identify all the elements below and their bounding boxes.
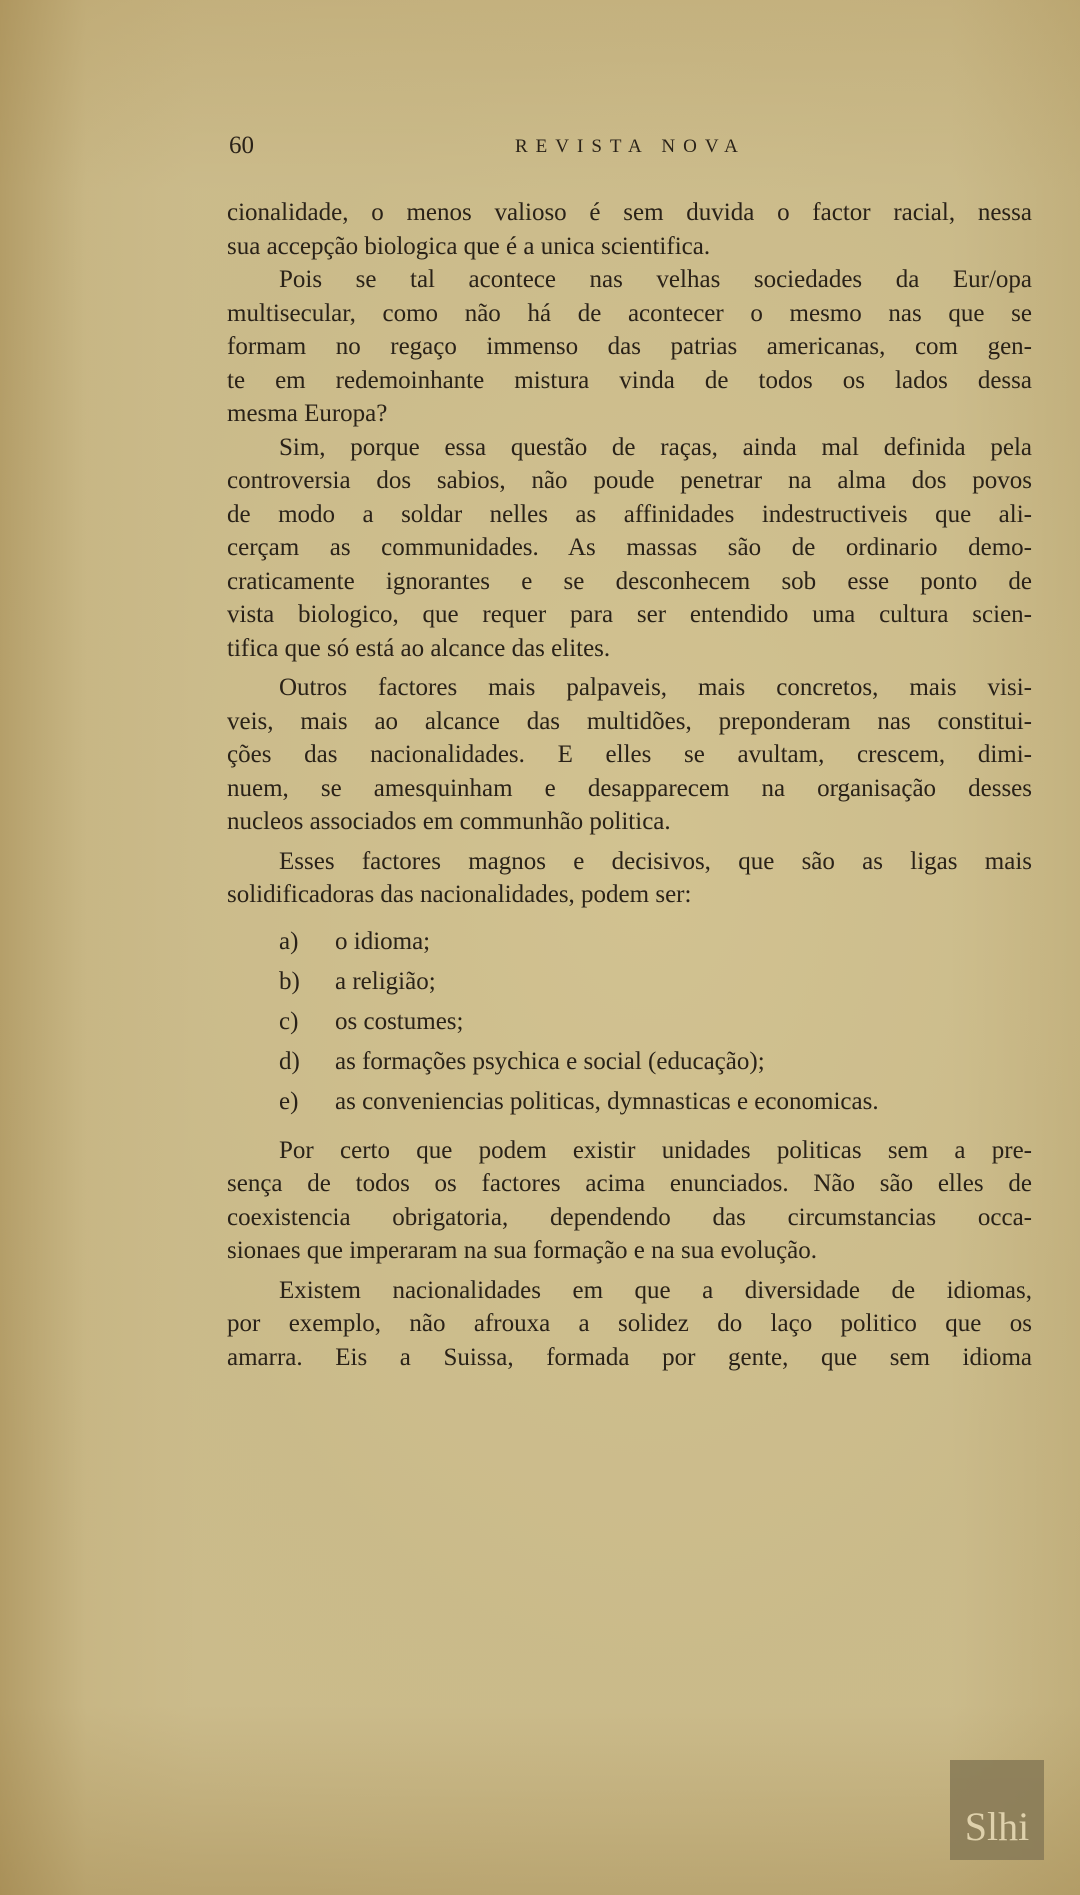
text-line: sua accepção biologica que é a unica scientifica. <box>227 232 711 260</box>
text-line: Existem nacionalidades em que a diversidade de idiomas, <box>279 1276 1032 1304</box>
text-line: por exemplo, não afrouxa a solidez do laço politico que os <box>227 1310 1032 1337</box>
list-item <box>227 922 1032 962</box>
text-line: sionaes que imperaram na sua formação e na sua evolução. <box>227 1237 818 1264</box>
list-marker: b) <box>279 967 300 995</box>
body-text <box>227 196 1032 1374</box>
page-number: 60 <box>229 132 254 159</box>
paragraph-2 <box>227 263 1032 431</box>
list-item-text: a religião; <box>335 967 436 995</box>
text-line: solidificadoras das nacionalidades, podem ser: <box>227 881 692 908</box>
library-watermark-logo <box>950 1760 1044 1860</box>
text-line: Por certo que podem existir unidades politicas sem a pre- <box>279 1136 1032 1164</box>
text-line: vista biologico, que requer para ser entendido uma cultura scien- <box>227 601 1032 628</box>
list-marker: d) <box>279 1047 300 1075</box>
text-line: veis, mais ao alcance das multidões, preponderam nas constitui- <box>227 707 1032 735</box>
text-line: de modo a soldar nelles as affinidades indestructiveis que ali- <box>227 500 1032 528</box>
paragraph-5 <box>227 845 1032 912</box>
text-line: nuem, se amesquinham e desapparecem na organisação desses <box>227 774 1032 802</box>
factors-list <box>227 922 1032 1122</box>
text-line: nucleos associados em communhão politica. <box>227 808 671 835</box>
list-marker: c) <box>279 1007 299 1035</box>
text-line: Sim, porque essa questão de raças, ainda mal definida pela <box>279 433 1032 461</box>
text-line: Esses factores magnos e decisivos, que são as ligas mais <box>279 847 1032 875</box>
watermark-text: Slhi <box>964 1804 1030 1849</box>
text-line: tifica que só está ao alcance das elites. <box>227 634 611 662</box>
list-item <box>227 1082 1032 1122</box>
text-line: Pois se tal acontece nas velhas sociedades da Eur/opa <box>279 266 1032 293</box>
text-line: mesma Europa? <box>227 400 388 427</box>
text-line: Outros factores mais palpaveis, mais concretos, mais visi- <box>279 674 1032 701</box>
list-item <box>227 1042 1032 1082</box>
paragraph-1 <box>227 196 1032 263</box>
list-marker: e) <box>279 1087 299 1115</box>
list-marker: a) <box>279 927 299 955</box>
paragraph-4 <box>227 671 1032 839</box>
text-line: craticamente ignorantes e se desconhecem sob esse ponto de <box>227 567 1032 595</box>
text-line: cerçam as communidades. As massas são de ordinario demo- <box>227 534 1032 561</box>
text-line: cionalidade, o menos valioso é sem duvida o factor racial, nessa <box>227 199 1032 226</box>
text-line: formam no regaço immenso das patrias americanas, com gen- <box>227 333 1032 360</box>
text-line: multisecular, como não há de acontecer o mesmo nas que se <box>227 299 1032 327</box>
list-item <box>227 962 1032 1002</box>
list-item-text: o idioma; <box>335 927 431 955</box>
running-title: REVISTA NOVA <box>515 136 746 157</box>
paragraph-6 <box>227 1134 1032 1268</box>
page-header <box>229 132 1009 168</box>
paragraph-3 <box>227 431 1032 666</box>
list-item-text: as conveniencias politicas, dymnasticas e economicas. <box>335 1087 879 1115</box>
list-item-text: os costumes; <box>335 1007 464 1035</box>
text-line: sença de todos os factores acima enunciados. Não são elles de <box>227 1170 1032 1197</box>
text-line: controversia dos sabios, não poude penetrar na alma dos povos <box>227 467 1032 494</box>
text-line: ções das nacionalidades. E elles se avultam, crescem, dimi- <box>227 741 1032 768</box>
text-line: amarra. Eis a Suissa, formada por gente, que sem idioma <box>227 1343 1032 1371</box>
text-line: coexistencia obrigatoria, dependendo das circumstancias occa- <box>227 1203 1032 1231</box>
list-item <box>227 1002 1032 1042</box>
text-line: te em redemoinhante mistura vinda de todos os lados dessa <box>227 366 1032 394</box>
paragraph-7 <box>227 1274 1032 1375</box>
list-item-text: as formações psychica e social (educação); <box>335 1047 765 1075</box>
